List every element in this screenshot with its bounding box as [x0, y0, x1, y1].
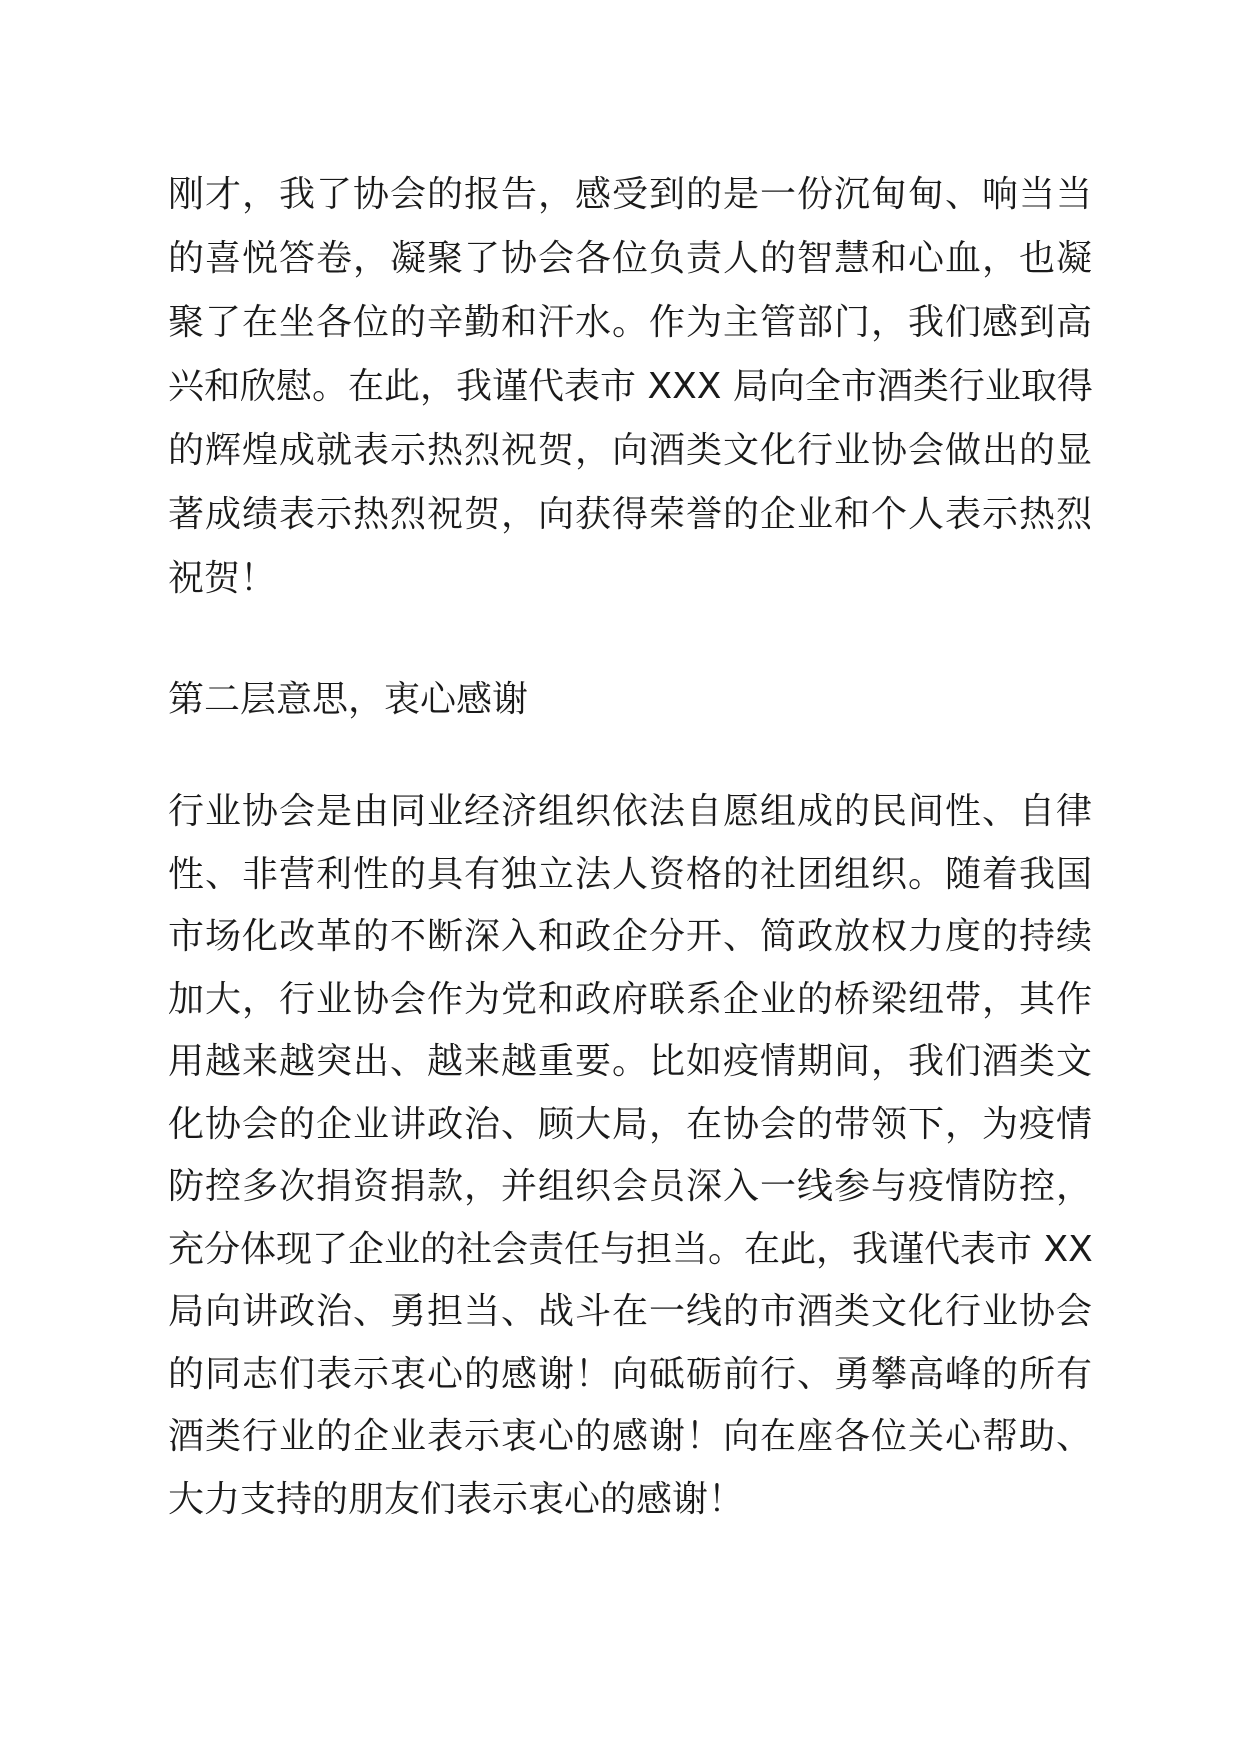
text-line: 性、非营利性的具有独立法人资格的社团组织。随着我国 — [168, 853, 1092, 895]
text-line: 的辉煌成就表示热烈祝贺，向酒类文化行业协会做出的显 — [168, 430, 1092, 471]
text-line: 祝贺！ — [168, 558, 277, 599]
text-line: 著成绩表示热烈祝贺，向获得荣誉的企业和个人表示热烈 — [168, 494, 1092, 535]
text-line: 聚了在坐各位的辛勤和汗水。作为主管部门，我们感到高 — [168, 302, 1092, 343]
text-line: 兴和欣慰。在此，我谨代表市 XXX 局向全市酒类行业取得 — [168, 366, 1093, 407]
paragraph-thanks — [168, 781, 1092, 1531]
text-line: 市场化改革的不断深入和政企分开、简政放权力度的持续 — [168, 916, 1092, 957]
text-line: 的同志们表示衷心的感谢！向砥砺前行、勇攀高峰的所有 — [168, 1353, 1092, 1395]
text-line: 化协会的企业讲政治、顾大局，在协会的带领下，为疫情 — [168, 1103, 1092, 1145]
text-line: 用越来越突出、越来越重要。比如疫情期间，我们酒类文 — [168, 1041, 1092, 1082]
text-line: 酒类行业的企业表示衷心的感谢！向在座各位关心帮助、 — [168, 1416, 1092, 1457]
text-line: 局向讲政治、勇担当、战斗在一线的市酒类文化行业协会 — [168, 1291, 1092, 1332]
text-line: 大力支持的朋友们表示衷心的感谢！ — [168, 1478, 745, 1520]
text-line: 行业协会是由同业经济组织依法自愿组成的民间性、自律 — [168, 791, 1092, 832]
text-line: 防控多次捐资捐款，并组织会员深入一线参与疫情防控， — [168, 1166, 1092, 1207]
section-heading — [168, 668, 1092, 732]
heading-text: 第二层意思，衷心感谢 — [168, 679, 529, 720]
text-line: 的喜悦答卷，凝聚了协会各位负责人的智慧和心血，也凝 — [168, 238, 1092, 279]
text-line: 加大，行业协会作为党和政府联系企业的桥梁纽带，其作 — [168, 978, 1092, 1020]
text-line: 刚才，我了协会的报告，感受到的是一份沉甸甸、响当当 — [168, 174, 1092, 215]
text-line: 充分体现了企业的社会责任与担当。在此，我谨代表市 XX — [168, 1228, 1093, 1270]
paragraph-congratulations — [168, 163, 1092, 611]
